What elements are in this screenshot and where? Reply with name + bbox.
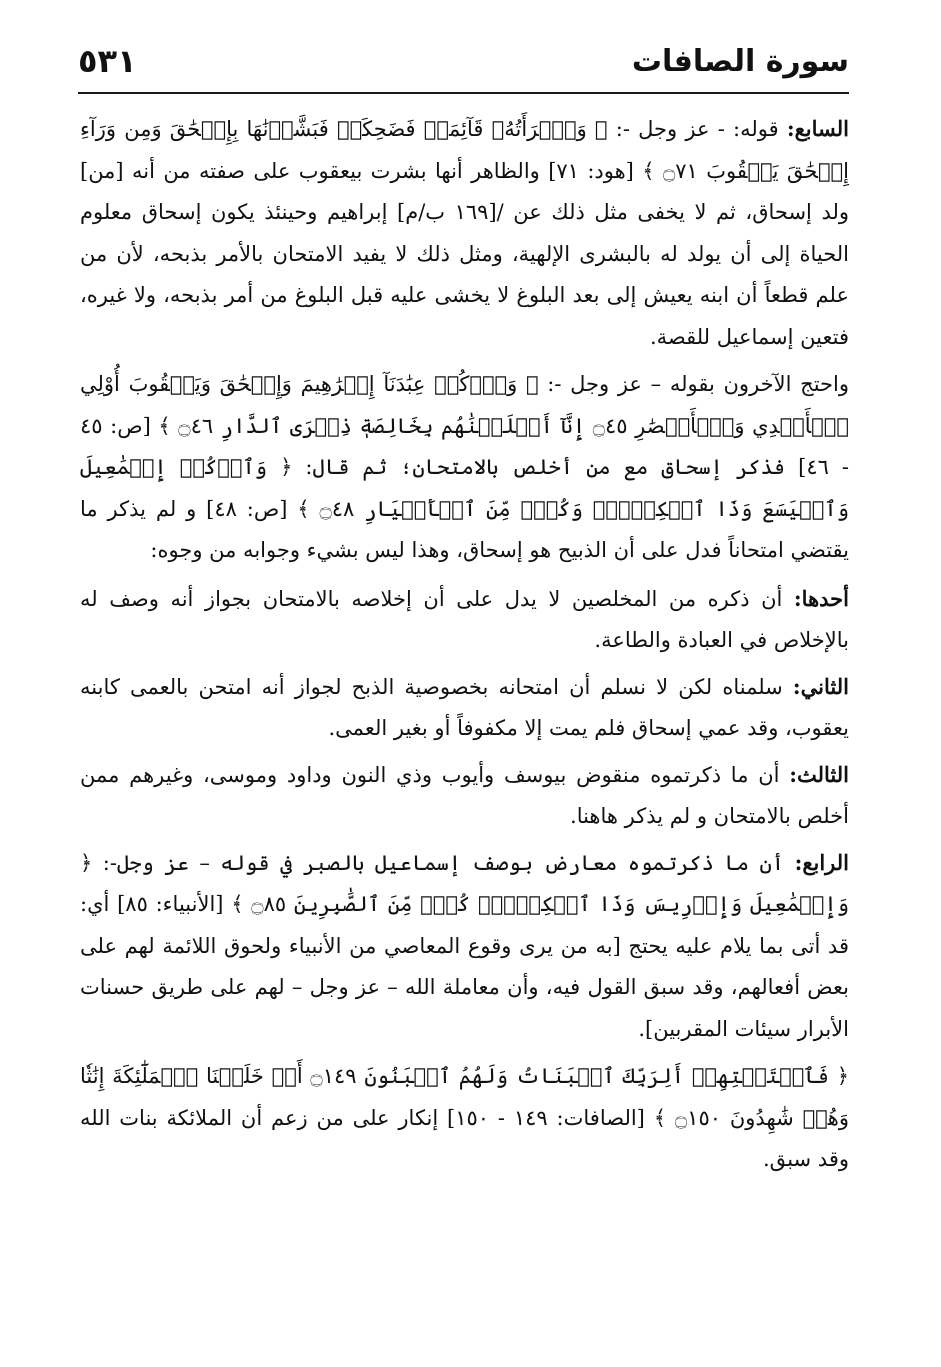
paragraph-third [80, 754, 849, 838]
paragraph-lead: السابع: [786, 116, 849, 141]
paragraph-seventh [80, 108, 849, 358]
paragraph-lead: الثالث: [789, 761, 849, 787]
paragraph-text: أن ذكره من المخلصين لا يدل على أن إخلاصه بالامتحان بجواز أنه وصف له بالإخلاص في العبادة والطاعة. [80, 586, 849, 652]
paragraph-text: سلمناه لكن لا نسلم أن امتحانه بخصوصية الذبح لجواز أنه امتحن بالعمى كابنه يعقوب، وقد عمي إسحاق فلم يمت إلا مكفوفاً أو بغير العمى. [80, 674, 849, 740]
paragraph-text: واحتج الآخرون بقوله – عز وجل -: ﴿ وَٱذۡكُرۡ عِبَٰدَنَآ إِبۡرَٰهِيمَ وَإِسۡحَٰقَ وَيَعۡقُوبَ أُوْلِي ٱلۡأَيۡدِي وَٱلۡأَبۡصَٰرِ ۝٤٥ إِنَّآ أَخۡلَصۡنَٰهُم بِخَالِصَةٖ ذِكۡرَى ٱلدَّارِ ۝٤٦ ﴾ [ص: ٤٥ - ٤٦] فذكر إسحاق مع من أخلص بالامتحان؛ ثم قال: ﴿ وَٱذۡكُرۡ إِسۡمَٰعِيلَ وَٱلۡيَسَعَ وَذَا ٱلۡكِفۡلِۖ وَكُلّٞ مِّنَ ٱلۡأَخۡيَارِ ۝٤٨ ﴾ [ص: ٤٨] و لم يذكر ما يقتضي امتحاناً فدل على أن الذبيح هو إسحاق، وهذا ليس بشيء وجوابه من وجوه: [80, 372, 850, 562]
paragraph-lead: الرابع: [794, 849, 849, 875]
paragraph-verse-149 [80, 1056, 849, 1181]
paragraph-lead: أحدها: [793, 585, 849, 611]
page-body [80, 108, 849, 1187]
page-number: ٥٣١ [78, 42, 137, 80]
paragraph-fourth [80, 842, 849, 1051]
page-header [78, 40, 849, 94]
paragraph-lead: الثاني: [792, 673, 849, 699]
surah-title: سورة الصافات [631, 44, 849, 79]
paragraph-second [80, 666, 849, 750]
paragraph-text: قوله: - عز وجل -: ﴿ وَٱمۡرَأَتُهُۥ قَآئِمَةٞ فَضَحِكَتۡ فَبَشَّرۡنَٰهَا بِإِسۡحَٰقَ وَمِن وَرَآءِ إِسۡحَٰقَ يَعۡقُوبَ ۝٧١ ﴾ [هود: ٧١] والظاهر أنها بشرت بيعقوب على صفته من أنه [من] ولد إسحاق، ثم لا يخفى مثل ذلك عن /[١٦٩ ب/م] إبراهيم وحينئذ يكون إسحاق معلوم الحياة إلى أن يولد له بالبشرى الإلهية، ومثل ذلك لا يفيد الامتحان بالأمر بذبحه، لأن من علم قطعاً أن ابنه يعيش إلى بعد البلوغ لا يخشى عليه قبل البلوغ من أمر بذبحه، ولا غيره، فتعين إسماعيل للقصة. [80, 117, 850, 349]
paragraph-others-argument [80, 364, 849, 572]
paragraph-first [80, 578, 849, 662]
paragraph-text: ﴿ فَٱسۡتَفۡتِهِمۡ أَلِرَبِّكَ ٱلۡبَنَاتُ وَلَهُمُ ٱلۡبَنُونَ ۝١٤٩ أَمۡ خَلَقۡنَا ٱلۡمَلَٰٓئِكَةَ إِنَٰثٗا وَهُمۡ شَٰهِدُونَ ۝١٥٠ ﴾ [الصافات: ١٤٩ - ١٥٠] إنكار على من زعم أن الملائكة بنات الله وقد سبق. [80, 1064, 850, 1171]
paragraph-text: أن ما ذكرتموه معارض بوصف إسماعيل بالصبر في قوله – عز وجل-: ﴿ وَإِسۡمَٰعِيلَ وَإِدۡرِيسَ وَذَا ٱلۡكِفۡلِۖ كُلّٞ مِّنَ ٱلصَّٰبِرِينَ ۝٨٥ ﴾ [الأنبياء: ٨٥] أي: قد أتى بما يلام عليه يحتج [به من يرى وقوع المعاصي من الأنبياء ولحوق اللائمة لهم على بعض أفعالهم، وقد سبق القول فيه، وأن معاملة الله – عز وجل – لهم على طريق حسنات الأبرار سيئات المقربين]. [80, 850, 850, 1041]
paragraph-text: أن ما ذكرتموه منقوض بيوسف وأيوب وذي النون وداود وموسى، وغيرهم ممن أخلص بالامتحان و لم يذكر هاهنا. [80, 762, 849, 828]
